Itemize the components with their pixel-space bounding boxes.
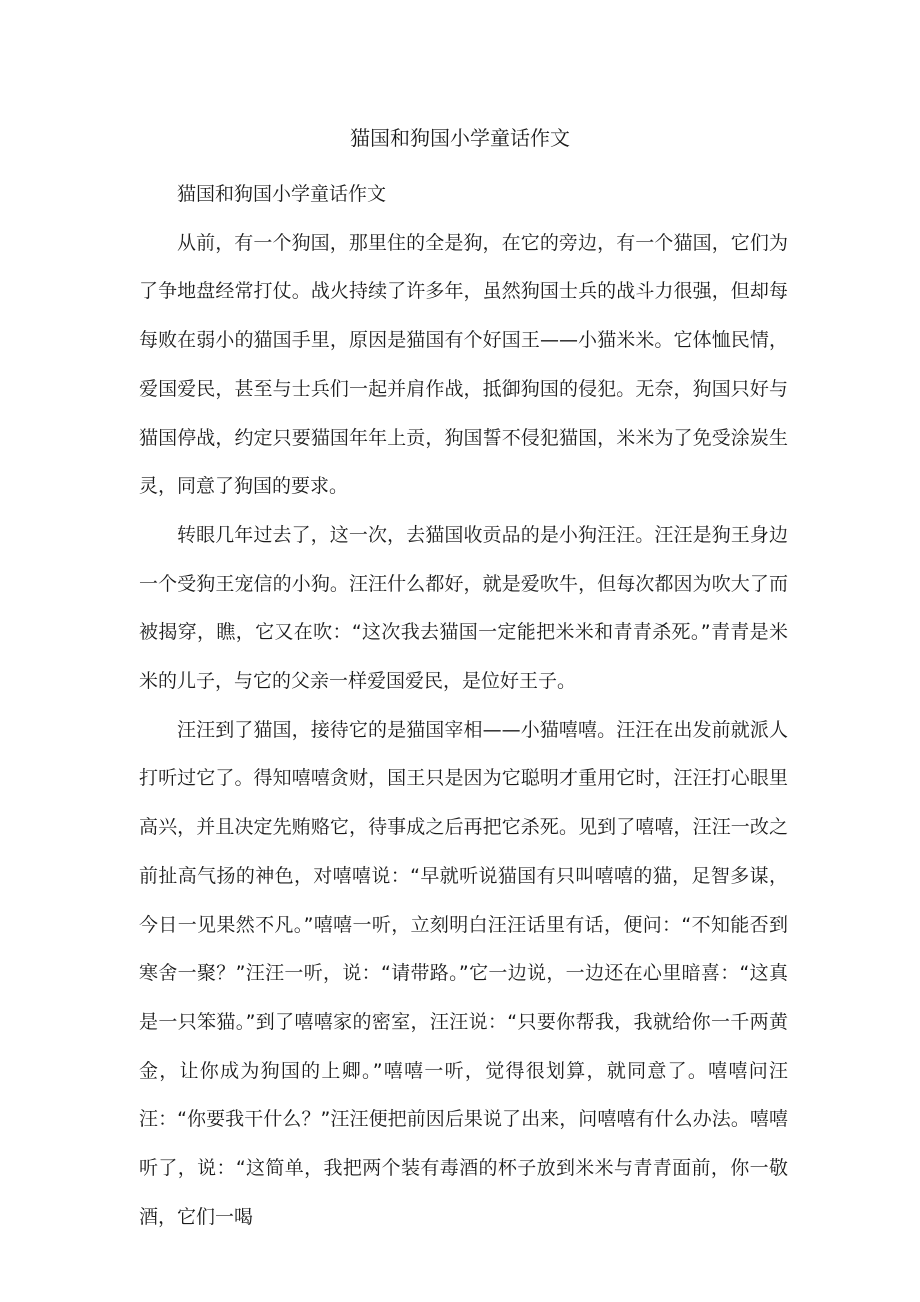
paragraph-1: 从前，有一个狗国，那里住的全是狗，在它的旁边，有一个猫国，它们为了争地盘经常打仗。战火持续了许多年，虽然狗国士兵的战斗力很强，但却每每败在弱小的猫国手里，原因是猫国有个好国王——小猫米米。它体恤民情，爱国爱民，甚至与士兵们一起并肩作战，抵御狗国的侵犯。无奈，狗国只好与猫国停战，约定只要猫国年年上贡，狗国誓不侵犯猫国，米米为了免受涂炭生灵，同意了狗国的要求。: [139, 231, 788, 498]
document-title: 猫国和狗国小学童话作文: [350, 126, 570, 150]
paragraph-3: 汪汪到了猫国，接待它的是猫国宰相——小猫嘻嘻。汪汪在出发前就派人打听过它了。得知嘻嘻贪财，国王只是因为它聪明才重用它时，汪汪打心眼里高兴，并且决定先贿赂它，待事成之后再把它杀死。见到了嘻嘻，汪汪一改之前扯高气扬的神色，对嘻嘻说：“早就听说猫国有只叫嘻嘻的猫，足智多谋，今日一见果然不凡。”嘻嘻一听，立刻明白汪汪话里有话，便问：“不知能否到寒舍一聚？”汪汪一听，说：“请带路。”它一边说，一边还在心里暗喜：“这真是一只笨猫。”到了嘻嘻家的密室，汪汪说：“只要你帮我，我就给你一千两黄金，让你成为狗国的上卿。”嘻嘻一听，觉得很划算，就同意了。嘻嘻问汪汪：“你要我干什么？”汪汪便把前因后果说了出来，问嘻嘻有什么办法。嘻嘻听了，说：“这简单，我把两个装有毒酒的杯子放到米米与青青面前，你一敬酒，它们一喝: [139, 718, 788, 1228]
document-body: [139, 170, 788, 1241]
paragraph-2: 转眼几年过去了，这一次，去猫国收贡品的是小狗汪汪。汪汪是狗王身边一个受狗王宠信的小狗。汪汪什么都好，就是爱吹牛，但每次都因为吹大了而被揭穿，瞧，它又在吹：“这次我去猫国一定能把米米和青青杀死。”青青是米米的儿子，与它的父亲一样爱国爱民，是位好王子。: [139, 523, 788, 693]
document-subtitle: 猫国和狗国小学童话作文: [177, 183, 387, 205]
